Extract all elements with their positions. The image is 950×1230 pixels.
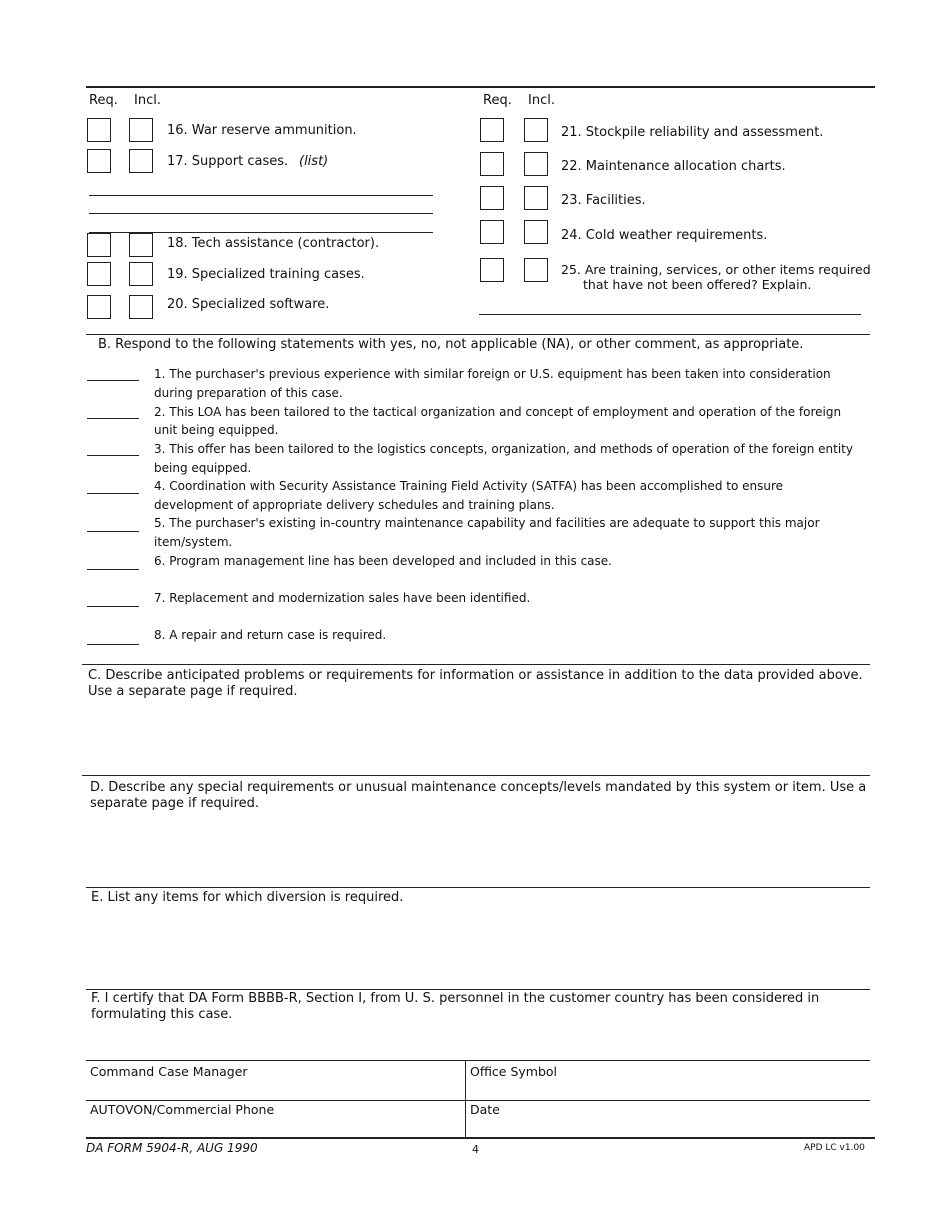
- statement-4-line2: development of appropriate delivery schedules and training plans.: [154, 498, 555, 512]
- statement-1-line2: during preparation of this case.: [154, 386, 343, 400]
- date-field[interactable]: [468, 1118, 868, 1136]
- section-d-response-area[interactable]: [88, 816, 868, 884]
- response-blank-3[interactable]: [87, 455, 139, 456]
- support-cases-list-line-2[interactable]: [89, 213, 433, 214]
- item-17-label: 17. Support cases.: [167, 154, 289, 169]
- section-c-response-area[interactable]: [88, 704, 868, 772]
- response-blank-4[interactable]: [87, 493, 139, 494]
- req-header-right: Req.: [483, 93, 512, 108]
- section-b-rule: [86, 334, 870, 335]
- section-c-line1: C. Describe anticipated problems or requirements for information or assistance in addition to the data provided above.: [88, 668, 863, 683]
- page-number: 4: [472, 1143, 479, 1156]
- response-blank-8[interactable]: [87, 644, 139, 645]
- response-blank-7[interactable]: [87, 606, 139, 607]
- req-checkbox-16[interactable]: [87, 118, 111, 142]
- form-id: DA FORM 5904-R, AUG 1990: [86, 1141, 258, 1155]
- response-blank-6[interactable]: [87, 569, 139, 570]
- phone-label: AUTOVON/Commercial Phone: [90, 1102, 275, 1117]
- item-23-label: 23. Facilities.: [561, 193, 646, 208]
- section-f-rule: [86, 989, 870, 990]
- req-checkbox-20[interactable]: [87, 295, 111, 319]
- statement-3-line2: being equipped.: [154, 461, 252, 475]
- section-c-line2: Use a separate page if required.: [88, 684, 298, 699]
- response-blank-1[interactable]: [87, 380, 139, 381]
- statement-4-line1: 4. Coordination with Security Assistance Training Field Activity (SATFA) has been accomplished to ensure: [154, 479, 784, 493]
- statement-5-line2: item/system.: [154, 535, 233, 549]
- incl-header-right: Incl.: [528, 93, 555, 108]
- statement-2-line2: unit being equipped.: [154, 423, 279, 437]
- phone-field[interactable]: [88, 1118, 462, 1136]
- bottom-rule: [86, 1137, 875, 1139]
- incl-checkbox-20[interactable]: [129, 295, 153, 319]
- item-25-label-line2: that have not been offered? Explain.: [583, 277, 812, 292]
- office-symbol-label: Office Symbol: [470, 1064, 558, 1079]
- req-checkbox-23[interactable]: [480, 186, 504, 210]
- section-c-rule: [82, 664, 870, 665]
- section-f-line1: F. I certify that DA Form BBBB-R, Section I, from U. S. personnel in the customer country has been considered in: [91, 991, 820, 1006]
- section-d-line2: separate page if required.: [90, 796, 260, 811]
- statement-3-line1: 3. This offer has been tailored to the logistics concepts, organization, and methods of operation of the foreign entity: [154, 442, 853, 456]
- item-21-label: 21. Stockpile reliability and assessment.: [561, 125, 824, 140]
- item-16-label: 16. War reserve ammunition.: [167, 123, 357, 138]
- item-24-label: 24. Cold weather requirements.: [561, 228, 768, 243]
- section-e-response-area[interactable]: [88, 910, 868, 985]
- office-symbol-field[interactable]: [468, 1080, 868, 1098]
- req-checkbox-25[interactable]: [480, 258, 504, 282]
- incl-checkbox-24[interactable]: [524, 220, 548, 244]
- signature-table-divider: [465, 1060, 466, 1138]
- incl-checkbox-21[interactable]: [524, 118, 548, 142]
- incl-checkbox-18[interactable]: [129, 233, 153, 257]
- statement-7-line1: 7. Replacement and modernization sales have been identified.: [154, 591, 531, 605]
- command-case-manager-label: Command Case Manager: [90, 1064, 248, 1079]
- req-checkbox-21[interactable]: [480, 118, 504, 142]
- section-e-rule: [86, 887, 870, 888]
- section-f-line2: formulating this case.: [91, 1007, 233, 1022]
- item-17-note: (list): [299, 154, 329, 169]
- item-20-label: 20. Specialized software.: [167, 297, 330, 312]
- support-cases-list-line-1[interactable]: [89, 195, 433, 196]
- response-blank-2[interactable]: [87, 418, 139, 419]
- incl-checkbox-25[interactable]: [524, 258, 548, 282]
- response-blank-5[interactable]: [87, 531, 139, 532]
- item-22-label: 22. Maintenance allocation charts.: [561, 159, 786, 174]
- req-checkbox-17[interactable]: [87, 149, 111, 173]
- incl-checkbox-22[interactable]: [524, 152, 548, 176]
- incl-checkbox-19[interactable]: [129, 262, 153, 286]
- req-checkbox-18[interactable]: [87, 233, 111, 257]
- section-e-line1: E. List any items for which diversion is required.: [91, 890, 404, 905]
- section-d-rule: [82, 775, 870, 776]
- incl-header-left: Incl.: [134, 93, 161, 108]
- incl-checkbox-16[interactable]: [129, 118, 153, 142]
- incl-checkbox-17[interactable]: [129, 149, 153, 173]
- section-d-line1: D. Describe any special requirements or unusual maintenance concepts/levels mandated by this system or item. Use a: [90, 780, 867, 795]
- incl-checkbox-23[interactable]: [524, 186, 548, 210]
- date-label: Date: [470, 1102, 500, 1117]
- signature-table-mid-rule: [86, 1100, 870, 1101]
- top-rule: [86, 86, 875, 88]
- req-checkbox-24[interactable]: [480, 220, 504, 244]
- version-label: APD LC v1.00: [804, 1143, 865, 1153]
- req-header-left: Req.: [89, 93, 118, 108]
- req-checkbox-19[interactable]: [87, 262, 111, 286]
- item-25-label: 25. Are training, services, or other items required: [561, 262, 871, 277]
- statement-2-line1: 2. This LOA has been tailored to the tactical organization and concept of employment and operation of the foreign: [154, 405, 842, 419]
- statement-5-line1: 5. The purchaser's existing in-country maintenance capability and facilities are adequate to support this major: [154, 516, 820, 530]
- item-18-label: 18. Tech assistance (contractor).: [167, 236, 380, 251]
- req-checkbox-22[interactable]: [480, 152, 504, 176]
- item-19-label: 19. Specialized training cases.: [167, 267, 365, 282]
- command-case-manager-field[interactable]: [88, 1080, 462, 1098]
- item-25-explain-line[interactable]: [479, 314, 861, 315]
- statement-8-line1: 8. A repair and return case is required.: [154, 628, 387, 642]
- statement-1-line1: 1. The purchaser's previous experience with similar foreign or U.S. equipment has been taken into consideration: [154, 367, 831, 381]
- signature-table-top-rule: [86, 1060, 870, 1061]
- section-b-heading: B. Respond to the following statements with yes, no, not applicable (NA), or other comment, as appropriate.: [98, 337, 804, 352]
- statement-6-line1: 6. Program management line has been developed and included in this case.: [154, 554, 612, 568]
